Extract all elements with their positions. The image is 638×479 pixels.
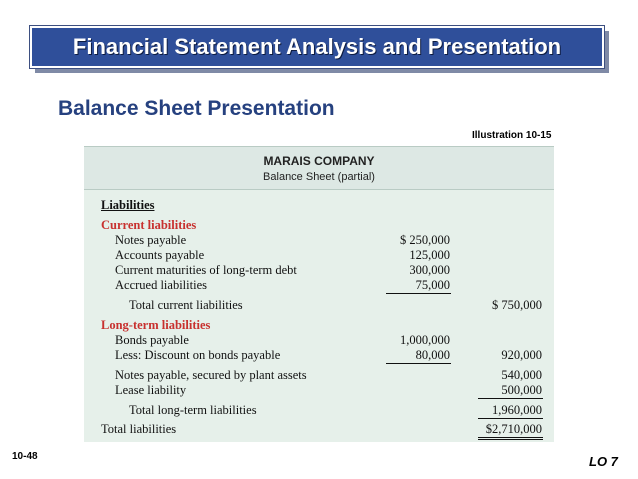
subtotal-underline bbox=[386, 293, 451, 294]
title-banner bbox=[30, 26, 609, 74]
current-item-label: Accrued liabilities bbox=[115, 278, 207, 292]
current-item-amount: 75,000 bbox=[415, 278, 450, 292]
current-item-label: Accounts payable bbox=[115, 248, 205, 262]
slide-title: Financial Statement Analysis and Presentation bbox=[72, 34, 562, 59]
company-name: MARAIS COMPANY bbox=[263, 154, 375, 168]
current-item-label: Notes payable bbox=[115, 233, 187, 247]
double-underline-top bbox=[478, 437, 543, 438]
double-underline-bottom bbox=[478, 439, 543, 440]
current-item-label: Current maturities of long-term debt bbox=[115, 263, 297, 277]
notes-secured-amount: 540,000 bbox=[501, 368, 542, 382]
balance-sheet bbox=[84, 146, 554, 442]
learning-objective: LO 7 bbox=[589, 454, 618, 469]
sheet-header bbox=[84, 146, 554, 190]
title-banner-box bbox=[30, 26, 604, 68]
current-item-amount: $ 250,000 bbox=[400, 233, 450, 247]
current-item-amount: 125,000 bbox=[409, 248, 450, 262]
total-liabilities-amount: $2,710,000 bbox=[485, 422, 542, 436]
lease-liability-label: Lease liability bbox=[115, 383, 187, 397]
total-long-term-underline bbox=[478, 418, 543, 419]
current-liabilities-heading: Current liabilities bbox=[101, 218, 197, 232]
long-term-heading: Long-term liabilities bbox=[101, 318, 211, 332]
discount-amount: 80,000 bbox=[415, 348, 450, 362]
total-long-term-amount: 1,960,000 bbox=[492, 403, 542, 417]
page-number: 10-48 bbox=[12, 451, 38, 462]
current-item-amount: 300,000 bbox=[409, 263, 450, 277]
statement-name: Balance Sheet (partial) bbox=[263, 171, 375, 183]
bonds-net-amount: 920,000 bbox=[501, 348, 542, 362]
bonds-payable-label: Bonds payable bbox=[115, 333, 189, 347]
illustration-label: Illustration 10-15 bbox=[472, 130, 552, 141]
discount-underline bbox=[386, 363, 451, 364]
discount-label: Less: Discount on bonds payable bbox=[115, 348, 281, 362]
total-current-amount: $ 750,000 bbox=[492, 298, 542, 312]
lease-underline bbox=[478, 398, 543, 399]
notes-secured-label: Notes payable, secured by plant assets bbox=[115, 368, 307, 382]
total-long-term-label: Total long-term liabilities bbox=[129, 403, 257, 417]
bonds-payable-amount: 1,000,000 bbox=[400, 333, 450, 347]
lease-liability-amount: 500,000 bbox=[501, 383, 542, 397]
total-liabilities-label: Total liabilities bbox=[101, 422, 177, 436]
slide-subtitle: Balance Sheet Presentation bbox=[58, 97, 335, 120]
total-current-label: Total current liabilities bbox=[129, 298, 243, 312]
liabilities-heading: Liabilities bbox=[101, 198, 155, 212]
